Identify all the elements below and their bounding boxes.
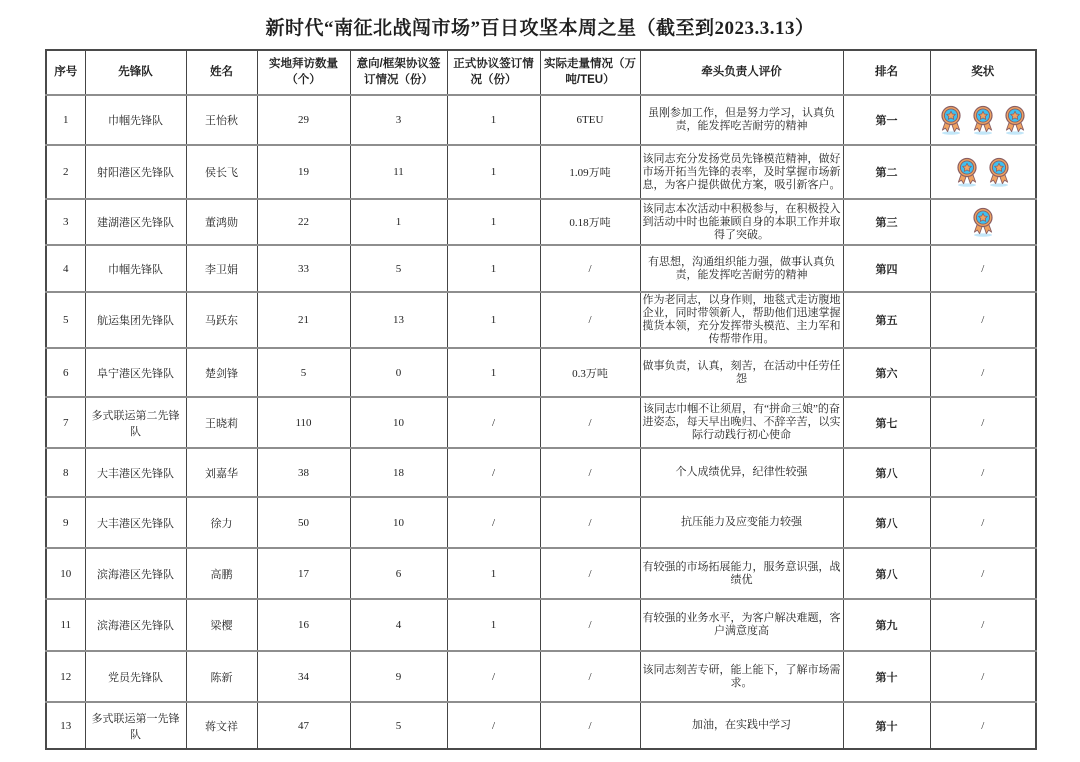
cell-name: 侯长飞 <box>186 145 257 199</box>
cell-intent-agreements: 10 <box>350 497 447 548</box>
cell-formal-agreements: / <box>447 702 540 749</box>
cell-team: 大丰港区先锋队 <box>85 497 186 548</box>
cell-intent-agreements: 0 <box>350 348 447 397</box>
cell-visits: 21 <box>257 292 350 348</box>
medal-icon <box>954 157 980 187</box>
cell-award: / <box>930 497 1036 548</box>
cell-rank: 第一 <box>843 95 930 145</box>
table-row <box>46 497 1036 548</box>
cell-name: 李卫娟 <box>186 245 257 292</box>
cell-team: 多式联运第一先锋队 <box>85 702 186 749</box>
cell-evaluation: 该同志刻苦专研，能上能下，了解市场需求。 <box>640 651 843 702</box>
cell-intent-agreements: 3 <box>350 95 447 145</box>
cell-award: / <box>930 448 1036 497</box>
cell-team: 大丰港区先锋队 <box>85 448 186 497</box>
cell-visits: 110 <box>257 397 350 448</box>
cell-formal-agreements: 1 <box>447 599 540 651</box>
cell-visits: 16 <box>257 599 350 651</box>
cell-team: 阜宁港区先锋队 <box>85 348 186 397</box>
col-header-rank: 排名 <box>843 50 930 95</box>
cell-formal-agreements: 1 <box>447 95 540 145</box>
cell-name: 王怡秋 <box>186 95 257 145</box>
cell-award: / <box>930 548 1036 599</box>
cell-name: 蒋文祥 <box>186 702 257 749</box>
medal-icon <box>970 207 996 237</box>
col-header-volume: 实际走量情况（万吨/TEU） <box>540 50 640 95</box>
cell-volume: / <box>540 397 640 448</box>
cell-award <box>930 145 1036 199</box>
table-row <box>46 348 1036 397</box>
cell-award <box>930 95 1036 145</box>
cell-rank: 第十 <box>843 651 930 702</box>
cell-no: 11 <box>46 599 85 651</box>
col-header-award: 奖状 <box>930 50 1036 95</box>
col-header-evaluation: 牵头负责人评价 <box>640 50 843 95</box>
col-header-intent-agreements: 意向/框架协议签订情况（份） <box>350 50 447 95</box>
cell-no: 5 <box>46 292 85 348</box>
cell-name: 王晓莉 <box>186 397 257 448</box>
medal-icon <box>938 105 964 135</box>
cell-volume: / <box>540 651 640 702</box>
cell-volume: 1.09万吨 <box>540 145 640 199</box>
table-row <box>46 95 1036 145</box>
table-row <box>46 397 1036 448</box>
cell-award: / <box>930 599 1036 651</box>
cell-volume: / <box>540 497 640 548</box>
cell-volume: 6TEU <box>540 95 640 145</box>
cell-name: 楚剑锋 <box>186 348 257 397</box>
medal-icon <box>970 105 996 135</box>
cell-no: 13 <box>46 702 85 749</box>
cell-name: 高鹏 <box>186 548 257 599</box>
cell-rank: 第二 <box>843 145 930 199</box>
cell-name: 董鸿勋 <box>186 199 257 245</box>
cell-visits: 22 <box>257 199 350 245</box>
cell-evaluation: 该同志本次活动中积极参与，在积极投入到活动中时也能兼顾自身的本职工作并取得了突破。 <box>640 199 843 245</box>
cell-rank: 第九 <box>843 599 930 651</box>
cell-intent-agreements: 10 <box>350 397 447 448</box>
cell-no: 9 <box>46 497 85 548</box>
cell-intent-agreements: 13 <box>350 292 447 348</box>
cell-visits: 38 <box>257 448 350 497</box>
cell-no: 1 <box>46 95 85 145</box>
cell-award: / <box>930 651 1036 702</box>
table-row <box>46 548 1036 599</box>
cell-evaluation: 该同志充分发扬党员先锋模范精神，做好市场开拓当先锋的表率，及时掌握市场新息，为客户提供做优方案，吸引新客户。 <box>640 145 843 199</box>
cell-evaluation: 做事负责，认真，刻苦，在活动中任劳任怨 <box>640 348 843 397</box>
cell-evaluation: 个人成绩优异，纪律性较强 <box>640 448 843 497</box>
cell-name: 梁樱 <box>186 599 257 651</box>
cell-award: / <box>930 292 1036 348</box>
cell-visits: 19 <box>257 145 350 199</box>
cell-rank: 第五 <box>843 292 930 348</box>
cell-rank: 第三 <box>843 199 930 245</box>
medal-icon <box>1002 105 1028 135</box>
col-header-name: 姓名 <box>186 50 257 95</box>
cell-rank: 第十 <box>843 702 930 749</box>
col-header-formal-agreements: 正式协议签订情况（份） <box>447 50 540 95</box>
cell-team: 滨海港区先锋队 <box>85 548 186 599</box>
cell-team: 航运集团先锋队 <box>85 292 186 348</box>
cell-award: / <box>930 702 1036 749</box>
cell-intent-agreements: 5 <box>350 702 447 749</box>
cell-award <box>930 199 1036 245</box>
cell-volume: / <box>540 599 640 651</box>
cell-no: 6 <box>46 348 85 397</box>
cell-team: 巾帼先锋队 <box>85 245 186 292</box>
cell-formal-agreements: 1 <box>447 199 540 245</box>
cell-intent-agreements: 1 <box>350 199 447 245</box>
cell-team: 滨海港区先锋队 <box>85 599 186 651</box>
header-row <box>46 50 1036 95</box>
cell-visits: 17 <box>257 548 350 599</box>
cell-name: 陈新 <box>186 651 257 702</box>
cell-formal-agreements: / <box>447 448 540 497</box>
cell-rank: 第六 <box>843 348 930 397</box>
cell-rank: 第八 <box>843 548 930 599</box>
cell-team: 多式联运第二先锋队 <box>85 397 186 448</box>
cell-no: 8 <box>46 448 85 497</box>
cell-team: 建湖港区先锋队 <box>85 199 186 245</box>
cell-volume: / <box>540 245 640 292</box>
cell-visits: 29 <box>257 95 350 145</box>
table-row <box>46 199 1036 245</box>
cell-team: 党员先锋队 <box>85 651 186 702</box>
cell-evaluation: 有较强的市场拓展能力，服务意识强，战绩优 <box>640 548 843 599</box>
cell-rank: 第七 <box>843 397 930 448</box>
cell-evaluation: 加油，在实践中学习 <box>640 702 843 749</box>
cell-visits: 5 <box>257 348 350 397</box>
cell-intent-agreements: 18 <box>350 448 447 497</box>
cell-team: 巾帼先锋队 <box>85 95 186 145</box>
col-header-visits: 实地拜访数量（个） <box>257 50 350 95</box>
cell-team: 射阳港区先锋队 <box>85 145 186 199</box>
cell-name: 马跃东 <box>186 292 257 348</box>
cell-no: 2 <box>46 145 85 199</box>
cell-no: 7 <box>46 397 85 448</box>
cell-formal-agreements: / <box>447 651 540 702</box>
table-row <box>46 702 1036 749</box>
cell-intent-agreements: 11 <box>350 145 447 199</box>
cell-visits: 50 <box>257 497 350 548</box>
medal-icon <box>986 157 1012 187</box>
cell-formal-agreements: 1 <box>447 348 540 397</box>
cell-volume: / <box>540 292 640 348</box>
cell-evaluation: 有较强的业务水平，为客户解决难题，客户满意度高 <box>640 599 843 651</box>
cell-intent-agreements: 5 <box>350 245 447 292</box>
cell-evaluation: 抗压能力及应变能力较强 <box>640 497 843 548</box>
table-row <box>46 245 1036 292</box>
table-row <box>46 145 1036 199</box>
cell-award: / <box>930 397 1036 448</box>
table-body <box>46 95 1036 749</box>
table-row <box>46 292 1036 348</box>
cell-rank: 第八 <box>843 448 930 497</box>
cell-formal-agreements: 1 <box>447 245 540 292</box>
cell-evaluation: 虽刚参加工作，但是努力学习，认真负责，能发挥吃苦耐劳的精神 <box>640 95 843 145</box>
cell-volume: 0.3万吨 <box>540 348 640 397</box>
cell-formal-agreements: 1 <box>447 548 540 599</box>
cell-formal-agreements: / <box>447 497 540 548</box>
cell-visits: 33 <box>257 245 350 292</box>
table-header <box>46 50 1036 95</box>
cell-volume: / <box>540 702 640 749</box>
cell-evaluation: 有思想，沟通组织能力强，做事认真负责，能发挥吃苦耐劳的精神 <box>640 245 843 292</box>
weekly-star-table <box>45 49 1037 750</box>
cell-no: 3 <box>46 199 85 245</box>
cell-rank: 第四 <box>843 245 930 292</box>
cell-evaluation: 作为老同志，以身作则，地毯式走访腹地企业，同时带领新人，帮助他们迅速掌握揽货本领，充分发挥带头模范、主力军和传帮带作用。 <box>640 292 843 348</box>
cell-no: 10 <box>46 548 85 599</box>
cell-no: 12 <box>46 651 85 702</box>
cell-award: / <box>930 348 1036 397</box>
cell-no: 4 <box>46 245 85 292</box>
cell-name: 徐力 <box>186 497 257 548</box>
cell-intent-agreements: 6 <box>350 548 447 599</box>
cell-volume: / <box>540 548 640 599</box>
cell-rank: 第八 <box>843 497 930 548</box>
cell-award: / <box>930 245 1036 292</box>
cell-formal-agreements: / <box>447 397 540 448</box>
table-row <box>46 651 1036 702</box>
cell-intent-agreements: 9 <box>350 651 447 702</box>
cell-formal-agreements: 1 <box>447 292 540 348</box>
cell-name: 刘嘉华 <box>186 448 257 497</box>
cell-visits: 34 <box>257 651 350 702</box>
table-row <box>46 599 1036 651</box>
cell-intent-agreements: 4 <box>350 599 447 651</box>
page-title: 新时代“南征北战闯市场”百日攻坚本周之星（截至到2023.3.13） <box>265 18 815 39</box>
col-header-team: 先锋队 <box>85 50 186 95</box>
table-row <box>46 448 1036 497</box>
cell-formal-agreements: 1 <box>447 145 540 199</box>
cell-evaluation: 该同志巾帼不让须眉，有“拼命三娘”的奋进姿态，每天早出晚归、不辞辛苦，以实际行动践行初心使命 <box>640 397 843 448</box>
cell-visits: 47 <box>257 702 350 749</box>
col-header-no: 序号 <box>46 50 85 95</box>
cell-volume: 0.18万吨 <box>540 199 640 245</box>
cell-volume: / <box>540 448 640 497</box>
